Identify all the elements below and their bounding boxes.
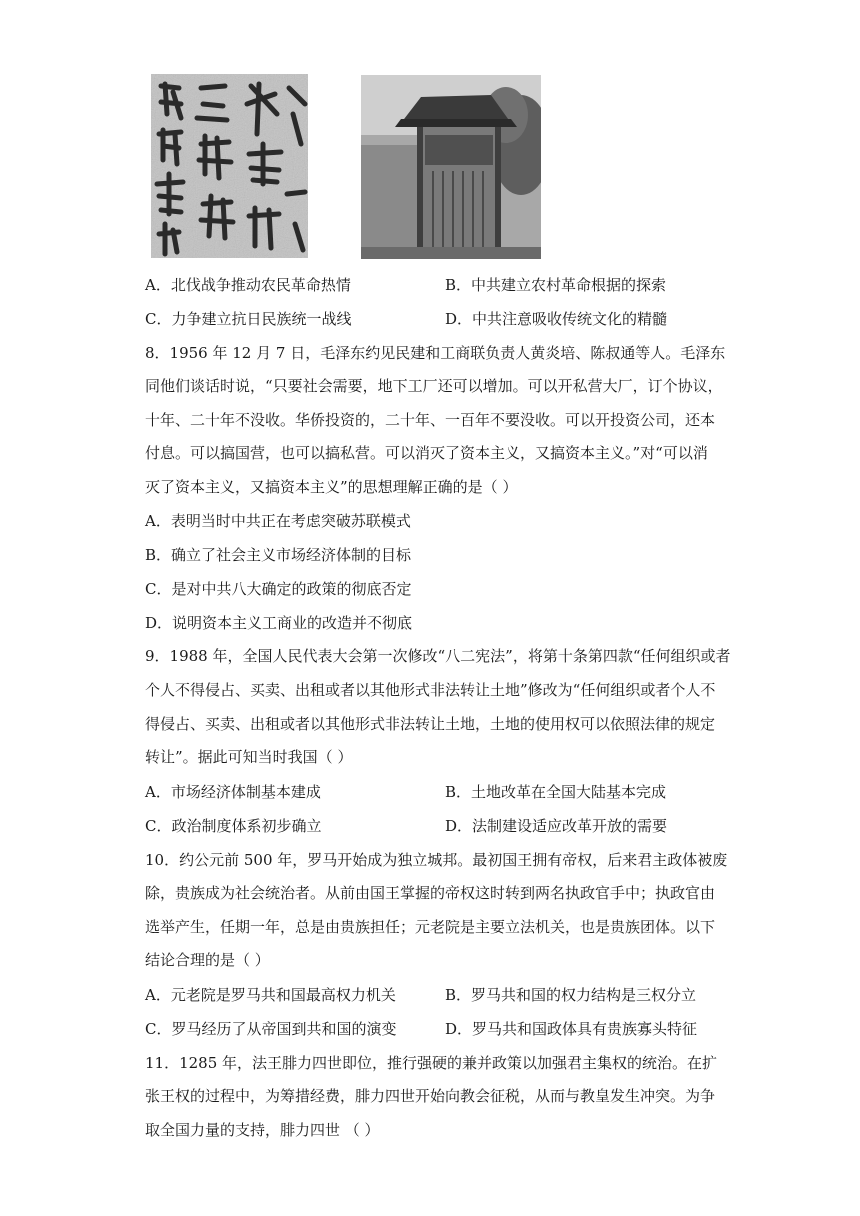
q10-option-b: B．罗马共和国的权力结构是三权分立 (445, 986, 697, 1004)
q10-stem-line-2: 除，贵族成为社会统治者。从前由国王掌握的帝权这时转到两名执政官手中；执政官由 (145, 884, 716, 902)
q9-option-a: A．市场经济体制基本建成 (145, 783, 321, 801)
q8-stem-line-4: 付息。可以搞国营，也可以搞私营。可以消灭了资本主义，又搞资本主义。”对“可以消 (145, 444, 708, 462)
q11-stem-line-3: 取全国力量的支持，腓力四世 （ ） (145, 1121, 380, 1139)
q8-stem-line-5: 灭了资本主义，又搞资本主义”的思想理解正确的是（ ） (145, 478, 518, 496)
q9-stem-line-3: 得侵占、买卖、出租或者以其他形式非法转让土地，土地的使用权可以依照法律的规定 (145, 715, 716, 733)
slogan-rubbing-image (151, 74, 308, 258)
q10-option-c: C．罗马经历了从帝国到共和国的演变 (145, 1020, 397, 1038)
q9-option-c: C．政治制度体系初步确立 (145, 817, 322, 835)
q11-stem-line-2: 张王权的过程中，为筹措经费，腓力四世开始向教会征税，从而与教皇发生冲突。为争 (145, 1087, 716, 1105)
q10-option-a: A．元老院是罗马共和国最高权力机关 (145, 986, 396, 1004)
q8-stem-line-3: 十年、二十年不没收。华侨投资的，二十年、一百年不要没收。可以开投资公司，还本 (145, 411, 716, 429)
q7-option-b: B．中共建立农村革命根据的探索 (445, 276, 667, 294)
q9-stem-line-2: 个人不得侵占、买卖、出租或者以其他形式非法转让土地”修改为“任何组织或者个人不 (145, 681, 716, 699)
q9-option-d: D．法制建设适应改革开放的需要 (445, 817, 668, 835)
q9-stem-line-4: 转让”。据此可知当时我国（ ） (145, 748, 353, 766)
q9-option-b: B．土地改革在全国大陆基本完成 (445, 783, 667, 801)
q10-option-d: D．罗马共和国政体具有贵族寡头特征 (445, 1020, 698, 1038)
q10-stem-line-4: 结论合理的是（ ） (145, 951, 270, 969)
q10-stem-line-1: 10．约公元前 500 年，罗马开始成为独立城邦。最初国王拥有帝权，后来君主政体被废 (145, 851, 728, 869)
q8-stem-line-2: 同他们谈话时说，“只要社会需要，地下工厂还可以增加。可以开私营大厂，订个协议， (145, 377, 723, 395)
q11-stem-line-1: 11．1285 年，法王腓力四世即位，推行强硬的兼并政策以加强君主集权的统治。在扩 (145, 1054, 718, 1072)
q7-option-c: C．力争建立抗日民族统一战线 (145, 310, 352, 328)
q10-stem-line-3: 选举产生，任期一年，总是由贵族担任；元老院是主要立法机关，也是贵族团体。以下 (145, 918, 716, 936)
q9-stem-line-1: 9．1988 年，全国人民代表大会第一次修改“八二宪法”，将第十条第四款“任何组织或者 (145, 647, 731, 665)
q8-stem-line-1: 8．1956 年 12 月 7 日，毛泽东约见民建和工商联负责人黄炎培、陈叔通等人。毛泽东 (145, 344, 726, 362)
q7-option-d: D．中共注意吸收传统文化的精髓 (445, 310, 668, 328)
q8-option-b: B．确立了社会主义市场经济体制的目标 (145, 546, 412, 564)
old-building-photo (361, 75, 541, 259)
pavilion-gate-icon (361, 75, 541, 259)
q8-option-a: A．表明当时中共正在考虑突破苏联模式 (145, 512, 411, 530)
q7-option-a: A．北伐战争推动农民革命热情 (145, 276, 351, 294)
calligraphy-rubbing-icon (151, 74, 308, 258)
q8-option-d: D．说明资本主义工商业的改造并不彻底 (145, 614, 413, 632)
q8-option-c: C．是对中共八大确定的政策的彻底否定 (145, 580, 412, 598)
